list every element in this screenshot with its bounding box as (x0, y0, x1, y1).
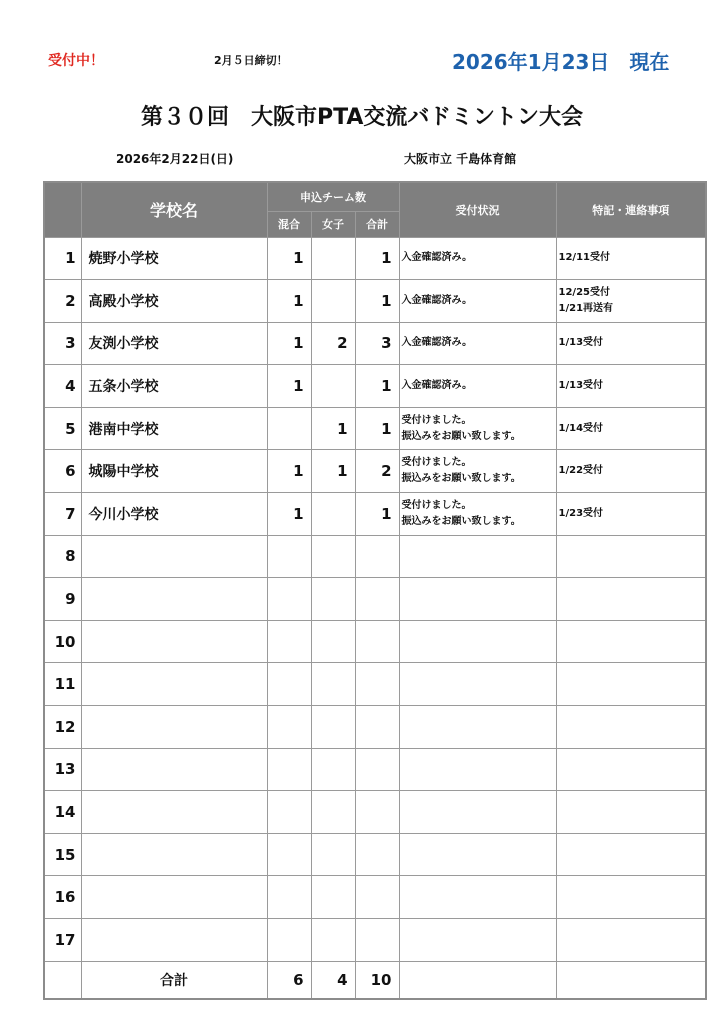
total-count (355, 663, 399, 706)
row-number: 8 (44, 535, 81, 578)
school-name: 友渕小学校 (81, 322, 267, 365)
women-count: 1 (311, 407, 355, 450)
notes (556, 706, 706, 749)
women-count (311, 876, 355, 919)
total-count (355, 535, 399, 578)
total-count: 1 (355, 365, 399, 408)
reception-status (399, 450, 556, 493)
mixed-count (267, 748, 311, 791)
school-name: 五条小学校 (81, 365, 267, 408)
row-number: 3 (44, 322, 81, 365)
mixed-count (267, 791, 311, 834)
school-name: 高殿小学校 (81, 280, 267, 323)
reception-line: 入金確認済み。 (401, 380, 473, 392)
women-count (311, 833, 355, 876)
women-count (311, 620, 355, 663)
women-count (311, 663, 355, 706)
school-name: 城陽中学校 (81, 450, 267, 493)
header-reception: 受付状況 (399, 182, 556, 237)
reception-line: 振込みをお願い致します。 (401, 473, 521, 485)
notes (556, 280, 706, 323)
note-line: 12/25受付 (558, 286, 610, 298)
reception-status (399, 791, 556, 834)
note-line: 1/23受付 (558, 507, 604, 519)
notes (556, 365, 706, 408)
row-number: 4 (44, 365, 81, 408)
header-school: 学校名 (81, 182, 267, 237)
table-row (44, 876, 706, 919)
total-count (355, 876, 399, 919)
totals-blank (44, 961, 81, 999)
notes (556, 833, 706, 876)
notes (556, 322, 706, 365)
mixed-count: 1 (267, 237, 311, 280)
mixed-count (267, 535, 311, 578)
table-row (44, 578, 706, 621)
totals-mixed: 6 (267, 961, 311, 999)
total-count (355, 748, 399, 791)
page-title: 第３０回 大阪市PTA交流バドミントン大会 (140, 105, 583, 130)
women-count (311, 237, 355, 280)
row-number: 5 (44, 407, 81, 450)
reception-status (399, 663, 556, 706)
mixed-count: 1 (267, 365, 311, 408)
totals-women: 4 (311, 961, 355, 999)
event-date: 2026年2月22日(日) (116, 152, 234, 166)
total-count (355, 833, 399, 876)
women-count: 1 (311, 450, 355, 493)
school-name (81, 748, 267, 791)
notes (556, 876, 706, 919)
women-count (311, 578, 355, 621)
note-line: 1/21再送有 (558, 302, 614, 314)
row-number: 13 (44, 748, 81, 791)
notes (556, 493, 706, 536)
mixed-count (267, 407, 311, 450)
reception-line: 入金確認済み。 (401, 252, 473, 264)
total-count: 1 (355, 280, 399, 323)
header-mixed: 混合 (267, 211, 311, 237)
totals-total: 10 (355, 961, 399, 999)
mixed-count (267, 919, 311, 962)
mixed-count (267, 663, 311, 706)
note-line: 1/13受付 (558, 380, 604, 392)
women-count: 2 (311, 322, 355, 365)
school-name: 港南中学校 (81, 407, 267, 450)
mixed-count: 1 (267, 280, 311, 323)
reception-status (399, 365, 556, 408)
table-row (44, 919, 706, 962)
notes (556, 663, 706, 706)
table-row (44, 833, 706, 876)
totals-label: 合計 (81, 961, 267, 999)
table-row (44, 493, 706, 536)
women-count (311, 706, 355, 749)
reception-line: 入金確認済み。 (401, 294, 473, 306)
header-notes: 特記・連絡事項 (556, 182, 706, 237)
row-number: 9 (44, 578, 81, 621)
reception-status (399, 322, 556, 365)
totals-notes (556, 961, 706, 999)
reception-status (399, 237, 556, 280)
row-number: 11 (44, 663, 81, 706)
reception-status (399, 493, 556, 536)
total-count (355, 620, 399, 663)
header-teams-group: 申込チーム数 (267, 182, 399, 211)
reception-status (399, 280, 556, 323)
notes (556, 791, 706, 834)
as-of-date: 2026年1月23日 現在 (452, 50, 670, 74)
table-row (44, 620, 706, 663)
reception-line: 受付けました。 (401, 414, 472, 426)
row-number: 16 (44, 876, 81, 919)
venue: 大阪市立 千島体育館 (404, 152, 517, 166)
reception-status (399, 535, 556, 578)
mixed-count (267, 578, 311, 621)
table-row (44, 663, 706, 706)
notes (556, 748, 706, 791)
women-count (311, 365, 355, 408)
school-name (81, 663, 267, 706)
reception-status (399, 833, 556, 876)
reception-status (399, 706, 556, 749)
notes (556, 450, 706, 493)
notes (556, 578, 706, 621)
reception-line: 受付けました。 (401, 499, 472, 511)
school-name: 今川小学校 (81, 493, 267, 536)
row-number: 1 (44, 237, 81, 280)
note-line: 1/13受付 (558, 337, 604, 349)
mixed-count (267, 833, 311, 876)
row-number: 12 (44, 706, 81, 749)
mixed-count (267, 706, 311, 749)
reception-status (399, 748, 556, 791)
total-count (355, 919, 399, 962)
row-number: 2 (44, 280, 81, 323)
reception-status (399, 876, 556, 919)
table-row (44, 791, 706, 834)
mixed-count: 1 (267, 493, 311, 536)
school-name (81, 535, 267, 578)
reception-status (399, 407, 556, 450)
deadline-label: 2月５日締切！ (214, 54, 288, 67)
total-count: 3 (355, 322, 399, 365)
row-number: 17 (44, 919, 81, 962)
total-count (355, 578, 399, 621)
reception-status (399, 620, 556, 663)
total-count: 1 (355, 237, 399, 280)
row-number: 14 (44, 791, 81, 834)
table-row (44, 748, 706, 791)
women-count (311, 280, 355, 323)
table-row (44, 365, 706, 408)
table-row (44, 450, 706, 493)
row-number: 7 (44, 493, 81, 536)
school-name (81, 876, 267, 919)
mixed-count (267, 876, 311, 919)
table-row (44, 407, 706, 450)
reception-open-label: 受付中！ (48, 53, 104, 69)
header-number (44, 182, 81, 237)
women-count (311, 493, 355, 536)
total-count: 2 (355, 450, 399, 493)
notes (556, 919, 706, 962)
reception-line: 振込みをお願い致します。 (401, 430, 521, 442)
table-row (44, 237, 706, 280)
notes (556, 407, 706, 450)
total-count: 1 (355, 493, 399, 536)
note-line: 1/14受付 (558, 422, 604, 434)
total-count (355, 706, 399, 749)
row-number: 10 (44, 620, 81, 663)
notes (556, 620, 706, 663)
table-row (44, 535, 706, 578)
women-count (311, 791, 355, 834)
notes (556, 535, 706, 578)
women-count (311, 919, 355, 962)
women-count (311, 535, 355, 578)
row-number: 15 (44, 833, 81, 876)
reception-line: 振込みをお願い致します。 (401, 515, 521, 527)
total-count (355, 791, 399, 834)
row-number: 6 (44, 450, 81, 493)
table-row (44, 322, 706, 365)
school-name (81, 919, 267, 962)
header-total: 合計 (355, 211, 399, 237)
school-name: 焼野小学校 (81, 237, 267, 280)
table-row (44, 706, 706, 749)
registration-table (43, 181, 707, 1000)
mixed-count: 1 (267, 322, 311, 365)
notes (556, 237, 706, 280)
reception-line: 入金確認済み。 (401, 337, 473, 349)
mixed-count: 1 (267, 450, 311, 493)
total-count: 1 (355, 407, 399, 450)
school-name (81, 791, 267, 834)
reception-status (399, 578, 556, 621)
reception-line: 受付けました。 (401, 457, 472, 469)
note-line: 12/11受付 (558, 252, 610, 264)
reception-status (399, 919, 556, 962)
header-women: 女子 (311, 211, 355, 237)
women-count (311, 748, 355, 791)
totals-reception (399, 961, 556, 999)
school-name (81, 578, 267, 621)
school-name (81, 833, 267, 876)
school-name (81, 706, 267, 749)
mixed-count (267, 620, 311, 663)
school-name (81, 620, 267, 663)
note-line: 1/22受付 (558, 465, 604, 477)
table-row (44, 280, 706, 323)
